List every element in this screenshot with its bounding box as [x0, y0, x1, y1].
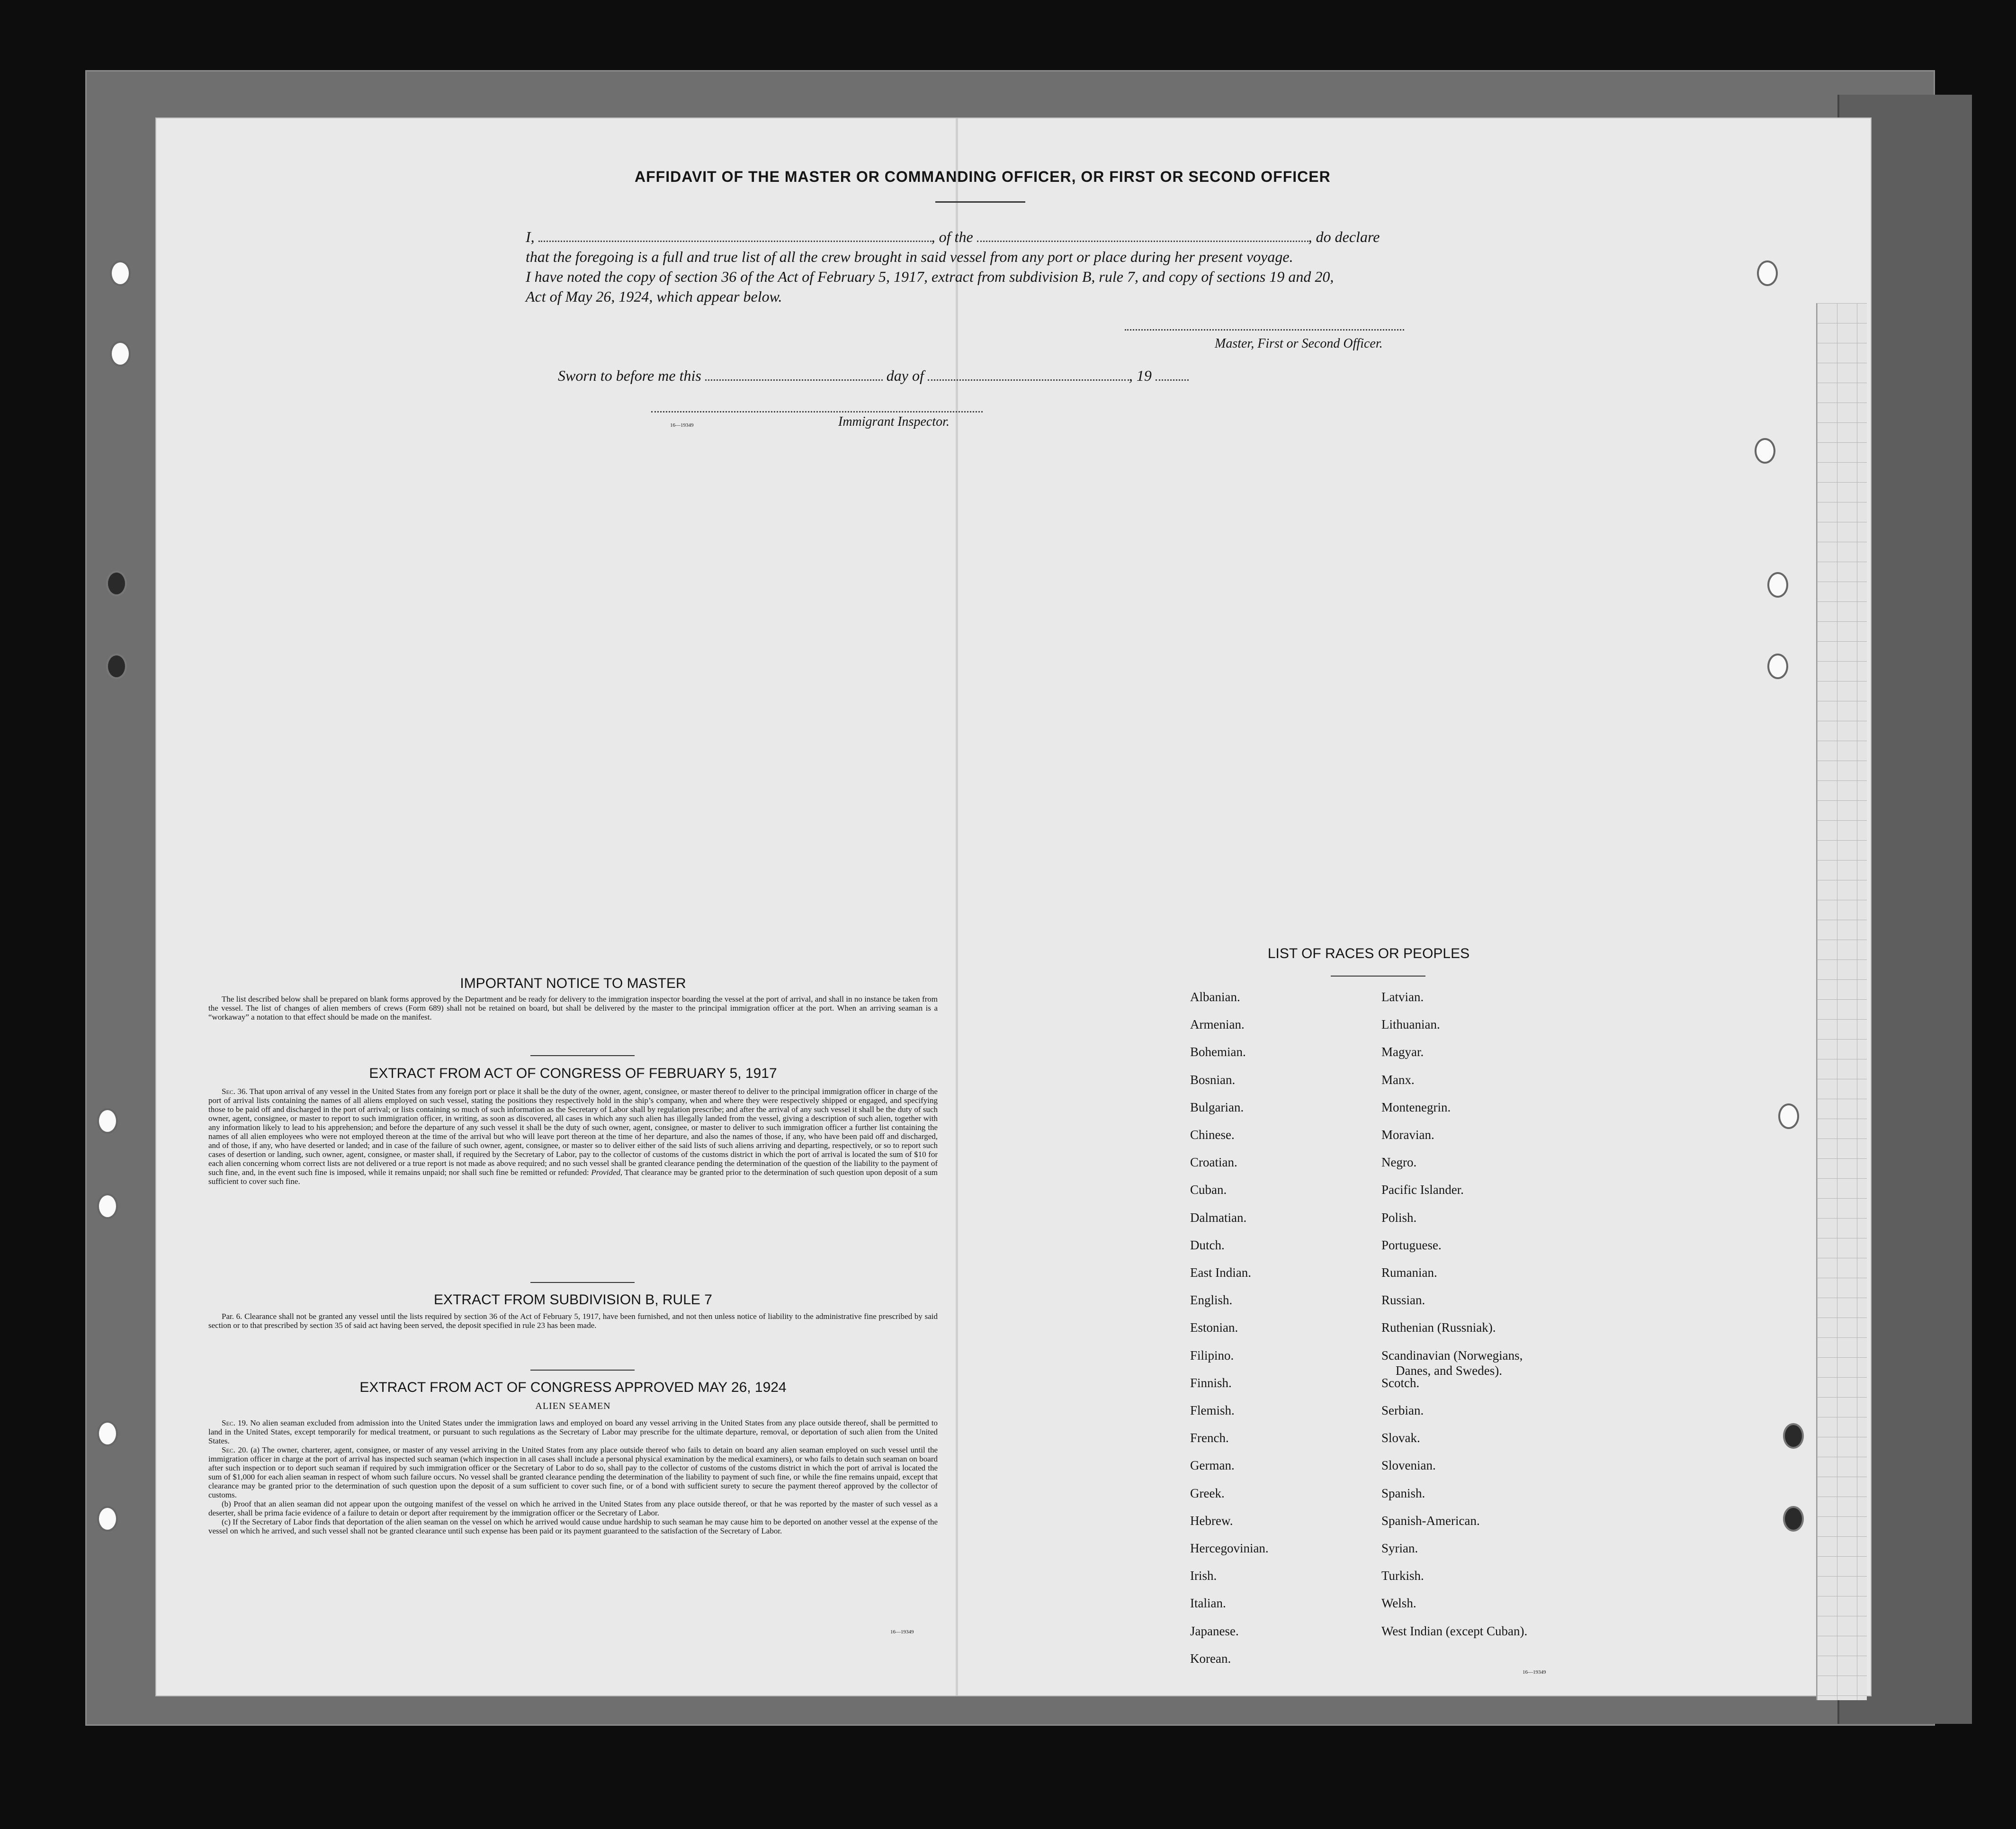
race-item: Hercegovinian.	[1190, 1541, 1269, 1555]
sec-19-label: Sec. 19.	[222, 1418, 248, 1427]
binder-hole	[1767, 572, 1788, 598]
title-divider	[1331, 976, 1425, 977]
extract-1924-title: EXTRACT FROM ACT OF CONGRESS APPROVED MAY 26, 1924	[359, 1380, 787, 1395]
extract-1924-body	[208, 1418, 938, 1535]
race-item: Filipino.	[1190, 1348, 1234, 1363]
sworn-line	[558, 367, 1189, 385]
race-item: Armenian.	[1190, 1017, 1245, 1031]
sworn-year-field[interactable]	[1156, 379, 1189, 381]
race-item: Slovak.	[1381, 1431, 1420, 1445]
race-item: Estonian.	[1190, 1320, 1238, 1335]
center-fold	[956, 118, 958, 1695]
race-item: Pacific Islander.	[1381, 1183, 1464, 1197]
race-item: East Indian.	[1190, 1265, 1251, 1280]
binder-hole	[97, 1506, 118, 1532]
race-item: Bohemian.	[1190, 1045, 1246, 1059]
section-divider	[530, 1370, 635, 1371]
race-item: Moravian.	[1381, 1128, 1434, 1142]
subdivision-b-title: EXTRACT FROM SUBDIVISION B, RULE 7	[434, 1292, 712, 1308]
statement-line-3: Act of May 26, 1924, which appear below.	[526, 288, 782, 305]
race-item: Serbian.	[1381, 1403, 1424, 1417]
binder-hole	[106, 571, 127, 596]
underlying-grid-page	[1816, 303, 1867, 1700]
binder-hole	[106, 654, 127, 679]
binder-hole	[1767, 654, 1788, 679]
vessel-field[interactable]	[977, 241, 1308, 242]
day-of-label: day of	[886, 367, 924, 384]
race-item: Polish.	[1381, 1210, 1417, 1225]
form-number: 16—19349	[1523, 1669, 1546, 1675]
race-item: Finnish.	[1190, 1376, 1232, 1390]
subdivision-b-body	[208, 1312, 938, 1330]
race-item: Manx.	[1381, 1073, 1415, 1087]
affidavit-title: AFFIDAVIT OF THE MASTER OR COMMANDING OFFICER, OR FIRST OR SECOND OFFICER	[635, 168, 1331, 185]
race-item: Syrian.	[1381, 1541, 1418, 1555]
race-item: Scandinavian (Norwegians,	[1381, 1348, 1523, 1363]
race-item: Portuguese.	[1381, 1238, 1442, 1252]
races-left-column	[1190, 990, 1380, 1677]
sworn-day-field[interactable]	[705, 379, 883, 381]
race-item: Japanese.	[1190, 1624, 1239, 1638]
binder-hole	[1755, 438, 1775, 464]
race-item: English.	[1190, 1293, 1233, 1307]
race-item: Greek.	[1190, 1486, 1225, 1500]
race-item: Welsh.	[1381, 1596, 1416, 1610]
race-item: West Indian (except Cuban).	[1381, 1624, 1528, 1638]
binder-hole	[97, 1421, 118, 1446]
race-item: Italian.	[1190, 1596, 1226, 1610]
race-item: Albanian.	[1190, 990, 1240, 1004]
extract-1917-title: EXTRACT FROM ACT OF CONGRESS OF FEBRUARY 5, 1917	[369, 1066, 777, 1081]
race-item: Bulgarian.	[1190, 1100, 1244, 1114]
sec-19-text: No alien seaman excluded from admission into the United States under the immigration laws and employed on board any vessel arriving in the United States from any place outside thereof, shall be permitted to land in the United States, except temporarily for medical treatment, or pursuant to such regulations as the Secretary of Labor may prescribe for the ultimate departure, removal, or deportation of such alien from the United States.	[208, 1418, 938, 1445]
race-item: Bosnian.	[1190, 1073, 1236, 1087]
race-item: Rumanian.	[1381, 1265, 1437, 1280]
section-divider	[530, 1282, 635, 1283]
race-item: Latvian.	[1381, 990, 1424, 1004]
sworn-month-field[interactable]	[928, 379, 1129, 381]
form-number: 16—19349	[890, 1629, 914, 1635]
binder-hole	[97, 1108, 118, 1134]
section-divider	[530, 1055, 635, 1056]
sec-36-text-end: That clearance may be granted prior to the determination of such question upon deposit of a sum sufficient to cover such fine.	[208, 1168, 938, 1186]
race-item: Croatian.	[1190, 1155, 1237, 1169]
race-item: Lithuanian.	[1381, 1017, 1440, 1031]
statement-line-2: I have noted the copy of section 36 of the Act of February 5, 1917, extract from subdivision B, rule 7, and copy of sections 19 and 20,	[526, 268, 1334, 285]
race-item: Hebrew.	[1190, 1514, 1233, 1528]
race-item: Ruthenian (Russniak).	[1381, 1320, 1496, 1335]
race-item: Negro.	[1381, 1155, 1417, 1169]
sec-20c-text: (c) If the Secretary of Labor finds that deportation of the alien seaman on the vessel on which he arrived would cause undue hardship to such seaman he may cause him to be deported on another vessel at the expense of the vessel on which he arrived, and such vessel shall not be granted clearance until such expense has been paid or its payment guaranteed to the satisfaction of the Secretary of Labor.	[208, 1517, 938, 1535]
race-item: Chinese.	[1190, 1128, 1235, 1142]
race-item: Irish.	[1190, 1569, 1217, 1583]
sec-36-label: Sec. 36.	[222, 1087, 248, 1096]
title-divider	[935, 201, 1025, 203]
affidavit-declaration-line	[526, 228, 1380, 246]
sec-36-text: That upon arrival of any vessel in the United States from any foreign port or place it shall be the duty of the owner, agent, consignee, or master thereof to deliver to the principal immigration officer in charge of the port of arrival lists containing the names of all aliens employed on such vessel, stating the positions they respectively hold in the ship’s company, when and where they were respectively shipped or engaged, and specifying those to be paid off and discharged in the port of arrival; or lists containing so much of such information as the Secretary of Labor shall by regulation prescribe; and after the arrival of any such vessel it shall be the duty of such owner, agent, consignee, or master to report to such immigration officer, in writing, as soon as discovered, all cases in which any such alien has illegally landed from the vessel, giving a description of such alien, together with any information likely to lead to his apprehension; and before the departure of any such vessel it shall be the duty of such owner, agent, consignee, or master to deliver to such immigration officer a further list containing the names of all alien employees who were not employed thereon at the time of the arrival but who will leave port thereon at the time of her departure, and also the names of those, if any, who have been paid off and discharged, and of those, if any, who have deserted or landed; and in case of the failure of such owner, agent, consignee, or master so to deliver either of the said lists of such aliens arriving and departing, respectively, or so to report such cases of desertion or landing, such owner, agent, consignee, or master shall, if required by the Secretary of Labor, pay to the collector of customs of the customs district in which the port of arrival is located the sum of $10 for each alien concerning whom correct lists are not delivered or a true report is not made as above required; and no such vessel shall be granted clearance pending the determination of the question of the liability to the payment of such fine, and, in the event such fine is imposed, while it remains unpaid; nor shall such fine be remitted or refunded:	[208, 1087, 938, 1177]
race-item: Dalmatian.	[1190, 1210, 1247, 1225]
binder-hole	[1783, 1423, 1804, 1449]
race-item: Russian.	[1381, 1293, 1425, 1307]
race-item: Magyar.	[1381, 1045, 1424, 1059]
name-field[interactable]	[538, 241, 932, 242]
race-item: Danes, and Swedes).	[1396, 1363, 1502, 1378]
binder-hole	[1778, 1103, 1799, 1129]
race-item: Scotch.	[1381, 1376, 1420, 1390]
race-item: Turkish.	[1381, 1569, 1424, 1583]
signature-field[interactable]	[1125, 329, 1404, 331]
race-item: Spanish.	[1381, 1486, 1425, 1500]
notice-title: IMPORTANT NOTICE TO MASTER	[460, 976, 686, 991]
binder-hole	[1757, 260, 1778, 286]
sec-20b-text: (b) Proof that an alien seaman did not appear upon the outgoing manifest of the vessel on which he arrived in the United States from any place outside thereof, or that he was reported by the master of such vessel as a deserter, shall be prima facie evidence of a failure to detain or deport after requirement by the immigration officer or the Secretary of Labor.	[208, 1499, 938, 1517]
i-label: I,	[526, 228, 535, 245]
year-label: , 19	[1129, 367, 1152, 384]
provided-label: Provided,	[591, 1168, 623, 1177]
sec-20a-text: (a) The owner, charterer, agent, consignee, or master of any vessel arriving in the United States from any place outside thereof who fails to detain on board any alien seaman employed on such vessel until the immigration officer in charge at the port of arrival has inspected such seaman (which inspection in all cases shall include a personal physical examination by the medical examiners), or who fails to detain such seaman on board after such inspection or to deport such seaman if required by such immigration officer or the Secretary of Labor to do so, shall pay to the collector of customs of the customs district in which the port of arrival is located the sum of $1,000 for each alien seaman in respect of whom such failure occurs. No vessel shall be granted clearance pending the determination of the liability to payment of such fine, or while the fine remains unpaid, except that clearance may be granted prior to the determination of such question upon the deposit of a sum sufficient to cover such fine, or of a bond with sufficient surety to secure the payment thereof approved by the collector of customs.	[208, 1445, 938, 1499]
race-item: French.	[1190, 1431, 1229, 1445]
sworn-label: Sworn to before me this	[558, 367, 701, 384]
race-item: Montenegrin.	[1381, 1100, 1451, 1114]
races-right-column	[1381, 990, 1647, 1677]
statement-line-1: that the foregoing is a full and true list of all the crew brought in said vessel from any port or place during her present voyage.	[526, 248, 1293, 265]
signature-label: Master, First or Second Officer.	[1215, 336, 1383, 351]
race-item: Flemish.	[1190, 1403, 1235, 1417]
race-item: Dutch.	[1190, 1238, 1225, 1252]
inspector-signature-field[interactable]	[651, 411, 983, 412]
sec-20-label: Sec. 20.	[222, 1445, 248, 1454]
binder-hole	[110, 260, 131, 286]
binder-hole	[1783, 1506, 1804, 1532]
race-item: Cuban.	[1190, 1183, 1227, 1197]
binder-hole	[97, 1193, 118, 1219]
form-number: 16—19349	[670, 422, 694, 428]
races-title: LIST OF RACES OR PEOPLES	[1267, 946, 1470, 961]
binder-hole	[110, 341, 131, 367]
inspector-label: Immigrant Inspector.	[838, 414, 950, 429]
extract-1917-body	[208, 1087, 938, 1186]
do-declare-label: , do declare	[1308, 228, 1380, 245]
race-item: Korean.	[1190, 1651, 1231, 1666]
alien-seamen-subtitle: ALIEN SEAMEN	[535, 1401, 611, 1411]
of-the-label: , of the	[931, 228, 973, 245]
notice-paragraph: The list described below shall be prepared on blank forms approved by the Department and be ready for delivery to the immigration inspector boarding the vessel at the port of arrival, and shall in no instance be taken from the vessel. The list of changes of alien members of crews (Form 689) shall not be retained on board, but shall be delivered by the master to the principal immigration officer at the port. When an arriving seaman is a “workaway” a notation to that effect should be made on the manifest.	[208, 995, 938, 1022]
race-item: German.	[1190, 1458, 1235, 1472]
notice-body	[208, 995, 938, 1022]
par-6-text: Par. 6. Clearance shall not be granted any vessel until the lists required by section 36 of the Act of February 5, 1917, have been furnished, and not then unless notice of liability to the administrative fine prescribed by said section or to that prescribed by section 35 of said act having been served, the deposit specified in rule 23 has been made.	[208, 1312, 938, 1330]
race-item: Slovenian.	[1381, 1458, 1436, 1472]
race-item: Spanish-American.	[1381, 1514, 1480, 1528]
